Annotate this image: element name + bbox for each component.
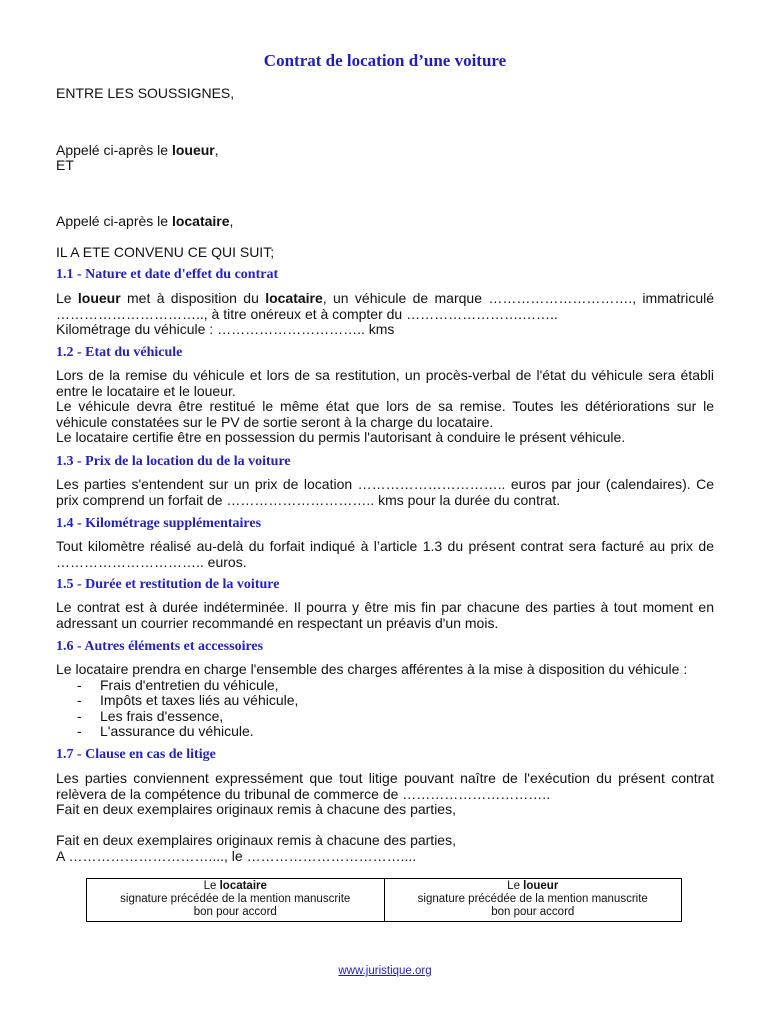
signature-cell-locataire: Le locataire signature précédée de la mention manuscrite bon pour accord (87, 879, 385, 922)
closing-lines: Fait en deux exemplaires originaux remis à chacune des parties, A …………………………...., le …………………………….... (56, 832, 456, 864)
loueur-term: loueur (171, 142, 215, 158)
list-item: - Frais d'entretien du véhicule, (77, 676, 279, 693)
section-heading-1-3: 1.3 - Prix de la location du de la voiture (56, 454, 291, 469)
section-heading-1-6: 1.6 - Autres éléments et accessoires (56, 639, 264, 654)
section-heading-1-1: 1.1 - Nature et date d'effet du contrat (56, 267, 279, 282)
intro-entre: ENTRE LES SOUSSIGNES, (56, 85, 235, 101)
section-body-1-4: Tout kilomètre réalisé au-delà du forfait indiqué à l’article 1.3 du présent contrat sera facturé au prix de ………………………….. euros. (56, 538, 714, 570)
intro-loueur: Appelé ci-après le loueur, (56, 142, 219, 158)
intro-locataire: Appelé ci-après le locataire, (56, 213, 234, 229)
document-title: Contrat de location d’une voiture (263, 51, 507, 70)
list-item: - Impôts et taxes liés au véhicule, (77, 692, 299, 708)
section-heading-1-4: 1.4 - Kilométrage supplémentaires (56, 516, 262, 531)
list-item: - L'assurance du véhicule. (77, 723, 254, 739)
footer (56, 965, 714, 977)
section-body-1-3: Les parties s'entendent sur un prix de location ………………………….. euros par jour (calendaires). Ce prix comprend un forfait de ………………………….. kms pour la durée du contrat. (56, 476, 714, 508)
section-body-1-6: Le locataire prendra en charge l'ensemble des charges afférentes à la mise à disposition du véhicule : - Frais d'entretien du véhicule, - Impôts et taxes liés au véhicule, - Les frais d'essence, - L'assurance du véhicule. (56, 662, 714, 740)
list-item: - Les frais d'essence, (77, 707, 224, 724)
section-body-1-7: Les parties conviennent expressément que tout litige pouvant naître de l'exécution du présent contrat relèvera de la compétence du tribunal de commerce de ………………………….. Fait en deux exemplaires originaux remis à chacune des parties, (56, 770, 714, 817)
charges-list (56, 678, 714, 740)
section-body-1-2: Lors de la remise du véhicule et lors de sa restitution, un procès-verbal de l'état du véhicule sera établi entre le locataire et le loueur. Le véhicule devra être restitué le même état que lors de sa remise. Toutes les détériorations sur le véhicule constatées sur le PV de sortie seront à la charge du locataire. Le locataire certifie être en possession du permis l'autorisant à conduire le présent véhicule. (56, 367, 714, 445)
section-heading-1-7: 1.7 - Clause en cas de litige (56, 747, 216, 762)
intro-convenu: IL A ETE CONVENU CE QUI SUIT; (56, 244, 275, 260)
section-heading-1-2: 1.2 - Etat du véhicule (56, 345, 183, 360)
section-body-1-5: Le contrat est à durée indéterminée. Il pourra y être mis fin par chacune des parties à tout moment en adressant un courrier recommandé en respectant un préavis d'un mois. (56, 599, 714, 631)
signature-table (86, 878, 682, 922)
intro-et: ET (56, 157, 74, 173)
locataire-term: locataire (171, 213, 230, 229)
footer-link[interactable]: www.juristique.org (338, 965, 432, 977)
signature-cell-loueur: Le loueur signature précédée de la mention manuscrite bon pour accord (384, 879, 682, 922)
section-body-1-1: Le loueur met à disposition du locataire, un véhicule de marque …………………………., immatriculé ………………………….., à titre onéreux et à compter du …………………….…….. Kilométrage du véhicule : ………………………….. kms (56, 290, 714, 337)
section-heading-1-5: 1.5 - Durée et restitution de la voiture (56, 577, 280, 592)
